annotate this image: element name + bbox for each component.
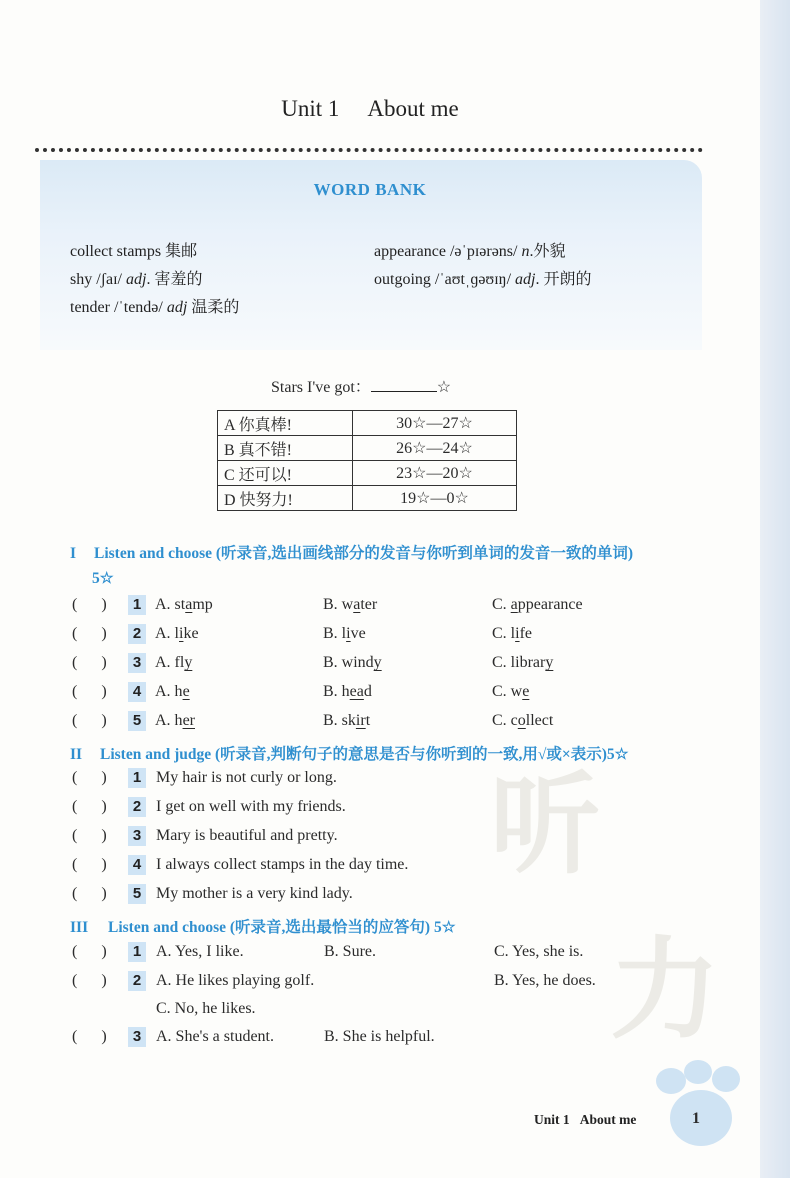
option-b: B. She is helpful. bbox=[324, 1028, 435, 1045]
question-number: 5 bbox=[128, 711, 146, 731]
meaning: 集邮 bbox=[165, 243, 198, 260]
question-number: 1 bbox=[128, 595, 146, 615]
table-row bbox=[218, 486, 517, 511]
part-of-speech: adj bbox=[166, 299, 188, 316]
section-number: III bbox=[70, 919, 89, 936]
option-c: C. life bbox=[492, 625, 533, 642]
option-a: A. fly bbox=[155, 654, 193, 671]
section-heading bbox=[70, 742, 629, 764]
meaning: 温柔的 bbox=[191, 299, 240, 316]
word: shy bbox=[70, 271, 93, 288]
option-a: A. He likes playing golf. bbox=[156, 972, 315, 989]
option-c: C. collect bbox=[492, 712, 554, 729]
question-number: 3 bbox=[128, 826, 146, 846]
footer-unit: Unit 1 bbox=[534, 1112, 570, 1127]
question-number: 1 bbox=[128, 942, 146, 962]
section-heading bbox=[70, 541, 633, 563]
option-a: A. he bbox=[155, 683, 190, 700]
watermark-char: 听 bbox=[490, 761, 600, 889]
answer-blank[interactable]: ( ) bbox=[72, 972, 107, 989]
option-a: A. her bbox=[155, 712, 195, 729]
table-row bbox=[218, 436, 517, 461]
option-b: B. skirt bbox=[323, 712, 371, 729]
meaning: 开朗的 bbox=[543, 271, 592, 288]
section-title: Listen and choose (听录音,选出画线部分的发音与你听到单词的发音一致的单词) bbox=[94, 545, 634, 562]
table-row bbox=[218, 411, 517, 436]
word: appearance bbox=[374, 243, 446, 260]
word-bank-title: WORD BANK bbox=[313, 180, 427, 199]
question-number: 2 bbox=[128, 624, 146, 644]
page-edge bbox=[760, 0, 790, 1178]
answer-blank[interactable]: ( ) bbox=[72, 885, 107, 902]
statement-text: I always collect stamps in the day time. bbox=[156, 856, 409, 873]
question-number: 4 bbox=[128, 682, 146, 702]
option-b: B. windy bbox=[323, 654, 382, 671]
paw-decoration bbox=[656, 1068, 686, 1094]
star-icon: ☆ bbox=[436, 379, 452, 396]
word: outgoing bbox=[374, 271, 431, 288]
question-number: 3 bbox=[128, 653, 146, 673]
section-number: II bbox=[70, 746, 83, 763]
option-b: B. Yes, he does. bbox=[494, 972, 596, 989]
word-entry bbox=[70, 294, 239, 317]
range-cell: 19☆—0☆ bbox=[353, 486, 517, 511]
part-of-speech: adj bbox=[126, 271, 147, 288]
option-c: C. Yes, she is. bbox=[494, 943, 584, 960]
page-number: 1 bbox=[692, 1110, 700, 1127]
option-b: B. live bbox=[323, 625, 366, 642]
section-score: 5☆ bbox=[92, 570, 114, 587]
footer-title: About me bbox=[579, 1112, 637, 1127]
word-entry: outgoing /ˈaʊtˌɡəʊɪŋ/ adj. 开朗的 bbox=[374, 271, 592, 288]
watermark-char: 力 bbox=[610, 926, 720, 1054]
phonetic: /ʃaɪ/ bbox=[96, 271, 122, 288]
meaning: 害羞的 bbox=[154, 271, 203, 288]
option-a: A. Yes, I like. bbox=[156, 943, 244, 960]
option-a: A. She's a student. bbox=[156, 1028, 274, 1045]
option-c: C. we bbox=[492, 683, 530, 700]
answer-blank[interactable]: ( ) bbox=[72, 625, 107, 642]
range-cell: 30☆—27☆ bbox=[353, 411, 517, 436]
grade-table bbox=[217, 410, 517, 511]
paw-decoration bbox=[670, 1090, 732, 1146]
answer-blank[interactable]: ( ) bbox=[72, 1028, 107, 1045]
question-number: 2 bbox=[128, 971, 146, 991]
answer-blank[interactable]: ( ) bbox=[72, 798, 107, 815]
page-title bbox=[0, 96, 740, 122]
stars-blank[interactable] bbox=[371, 377, 437, 392]
question-number: 3 bbox=[128, 1027, 146, 1047]
statement-text: My hair is not curly or long. bbox=[156, 769, 337, 786]
paw-decoration bbox=[684, 1060, 712, 1084]
answer-blank[interactable]: ( ) bbox=[72, 856, 107, 873]
word-entry: shy /ʃaɪ/ adj. 害羞的 bbox=[70, 271, 203, 288]
paw-decoration bbox=[712, 1066, 740, 1092]
option-c: C. library bbox=[492, 654, 554, 671]
option-a: A. stamp bbox=[155, 596, 213, 613]
grade-cell: B 真不错! bbox=[218, 436, 353, 461]
question-number: 4 bbox=[128, 855, 146, 875]
range-cell: 23☆—20☆ bbox=[353, 461, 517, 486]
option-c: C. appearance bbox=[492, 596, 583, 613]
option-b: B. head bbox=[323, 683, 372, 700]
unit-name: About me bbox=[367, 96, 459, 121]
range-cell: 26☆—24☆ bbox=[353, 436, 517, 461]
stars-got bbox=[271, 374, 451, 397]
grade-cell: C 还可以! bbox=[218, 461, 353, 486]
statement-text: My mother is a very kind lady. bbox=[156, 885, 353, 902]
dotted-divider bbox=[35, 148, 703, 152]
part-of-speech: n bbox=[521, 243, 530, 260]
phonetic: /əˈpɪərəns/ bbox=[449, 243, 518, 260]
statement-text: Mary is beautiful and pretty. bbox=[156, 827, 338, 844]
question-number: 1 bbox=[128, 768, 146, 788]
table-row bbox=[218, 461, 517, 486]
answer-blank[interactable]: ( ) bbox=[72, 712, 107, 729]
answer-blank[interactable]: ( ) bbox=[72, 827, 107, 844]
section-title: Listen and judge (听录音,判断句子的意思是否与你听到的一致,用√或×表示)5☆ bbox=[100, 746, 629, 763]
unit-label: Unit 1 bbox=[281, 96, 340, 121]
option-b: B. Sure. bbox=[324, 943, 376, 960]
word: tender bbox=[70, 299, 110, 316]
option-b: B. water bbox=[323, 596, 378, 613]
question-number: 5 bbox=[128, 884, 146, 904]
footer-running-head bbox=[534, 1112, 636, 1128]
grade-cell: D 快努力! bbox=[218, 486, 353, 511]
answer-blank[interactable]: ( ) bbox=[72, 654, 107, 671]
question-number: 2 bbox=[128, 797, 146, 817]
answer-blank[interactable]: ( ) bbox=[72, 596, 107, 613]
option-a: A. like bbox=[155, 625, 199, 642]
word-entry: appearance /əˈpɪərəns/ n.外貌 bbox=[374, 243, 566, 260]
section-heading bbox=[70, 915, 456, 937]
stars-label: Stars I've got： bbox=[271, 379, 371, 396]
phonetic: /ˈaʊtˌɡəʊɪŋ/ bbox=[434, 271, 512, 288]
section-title: Listen and choose (听录音,选出最恰当的应答句) 5☆ bbox=[108, 919, 456, 936]
phonetic: /ˈtendə/ bbox=[113, 299, 163, 316]
answer-blank[interactable]: ( ) bbox=[72, 943, 107, 960]
answer-blank[interactable]: ( ) bbox=[72, 683, 107, 700]
section-number: I bbox=[70, 545, 77, 562]
statement-text: I get on well with my friends. bbox=[156, 798, 346, 815]
word-entry bbox=[70, 238, 197, 261]
meaning: 外貌 bbox=[533, 243, 566, 260]
part-of-speech: adj bbox=[515, 271, 536, 288]
grade-cell: A 你真棒! bbox=[218, 411, 353, 436]
word: collect stamps bbox=[70, 243, 162, 260]
option-c: C. No, he likes. bbox=[156, 1000, 256, 1017]
answer-blank[interactable]: ( ) bbox=[72, 769, 107, 786]
